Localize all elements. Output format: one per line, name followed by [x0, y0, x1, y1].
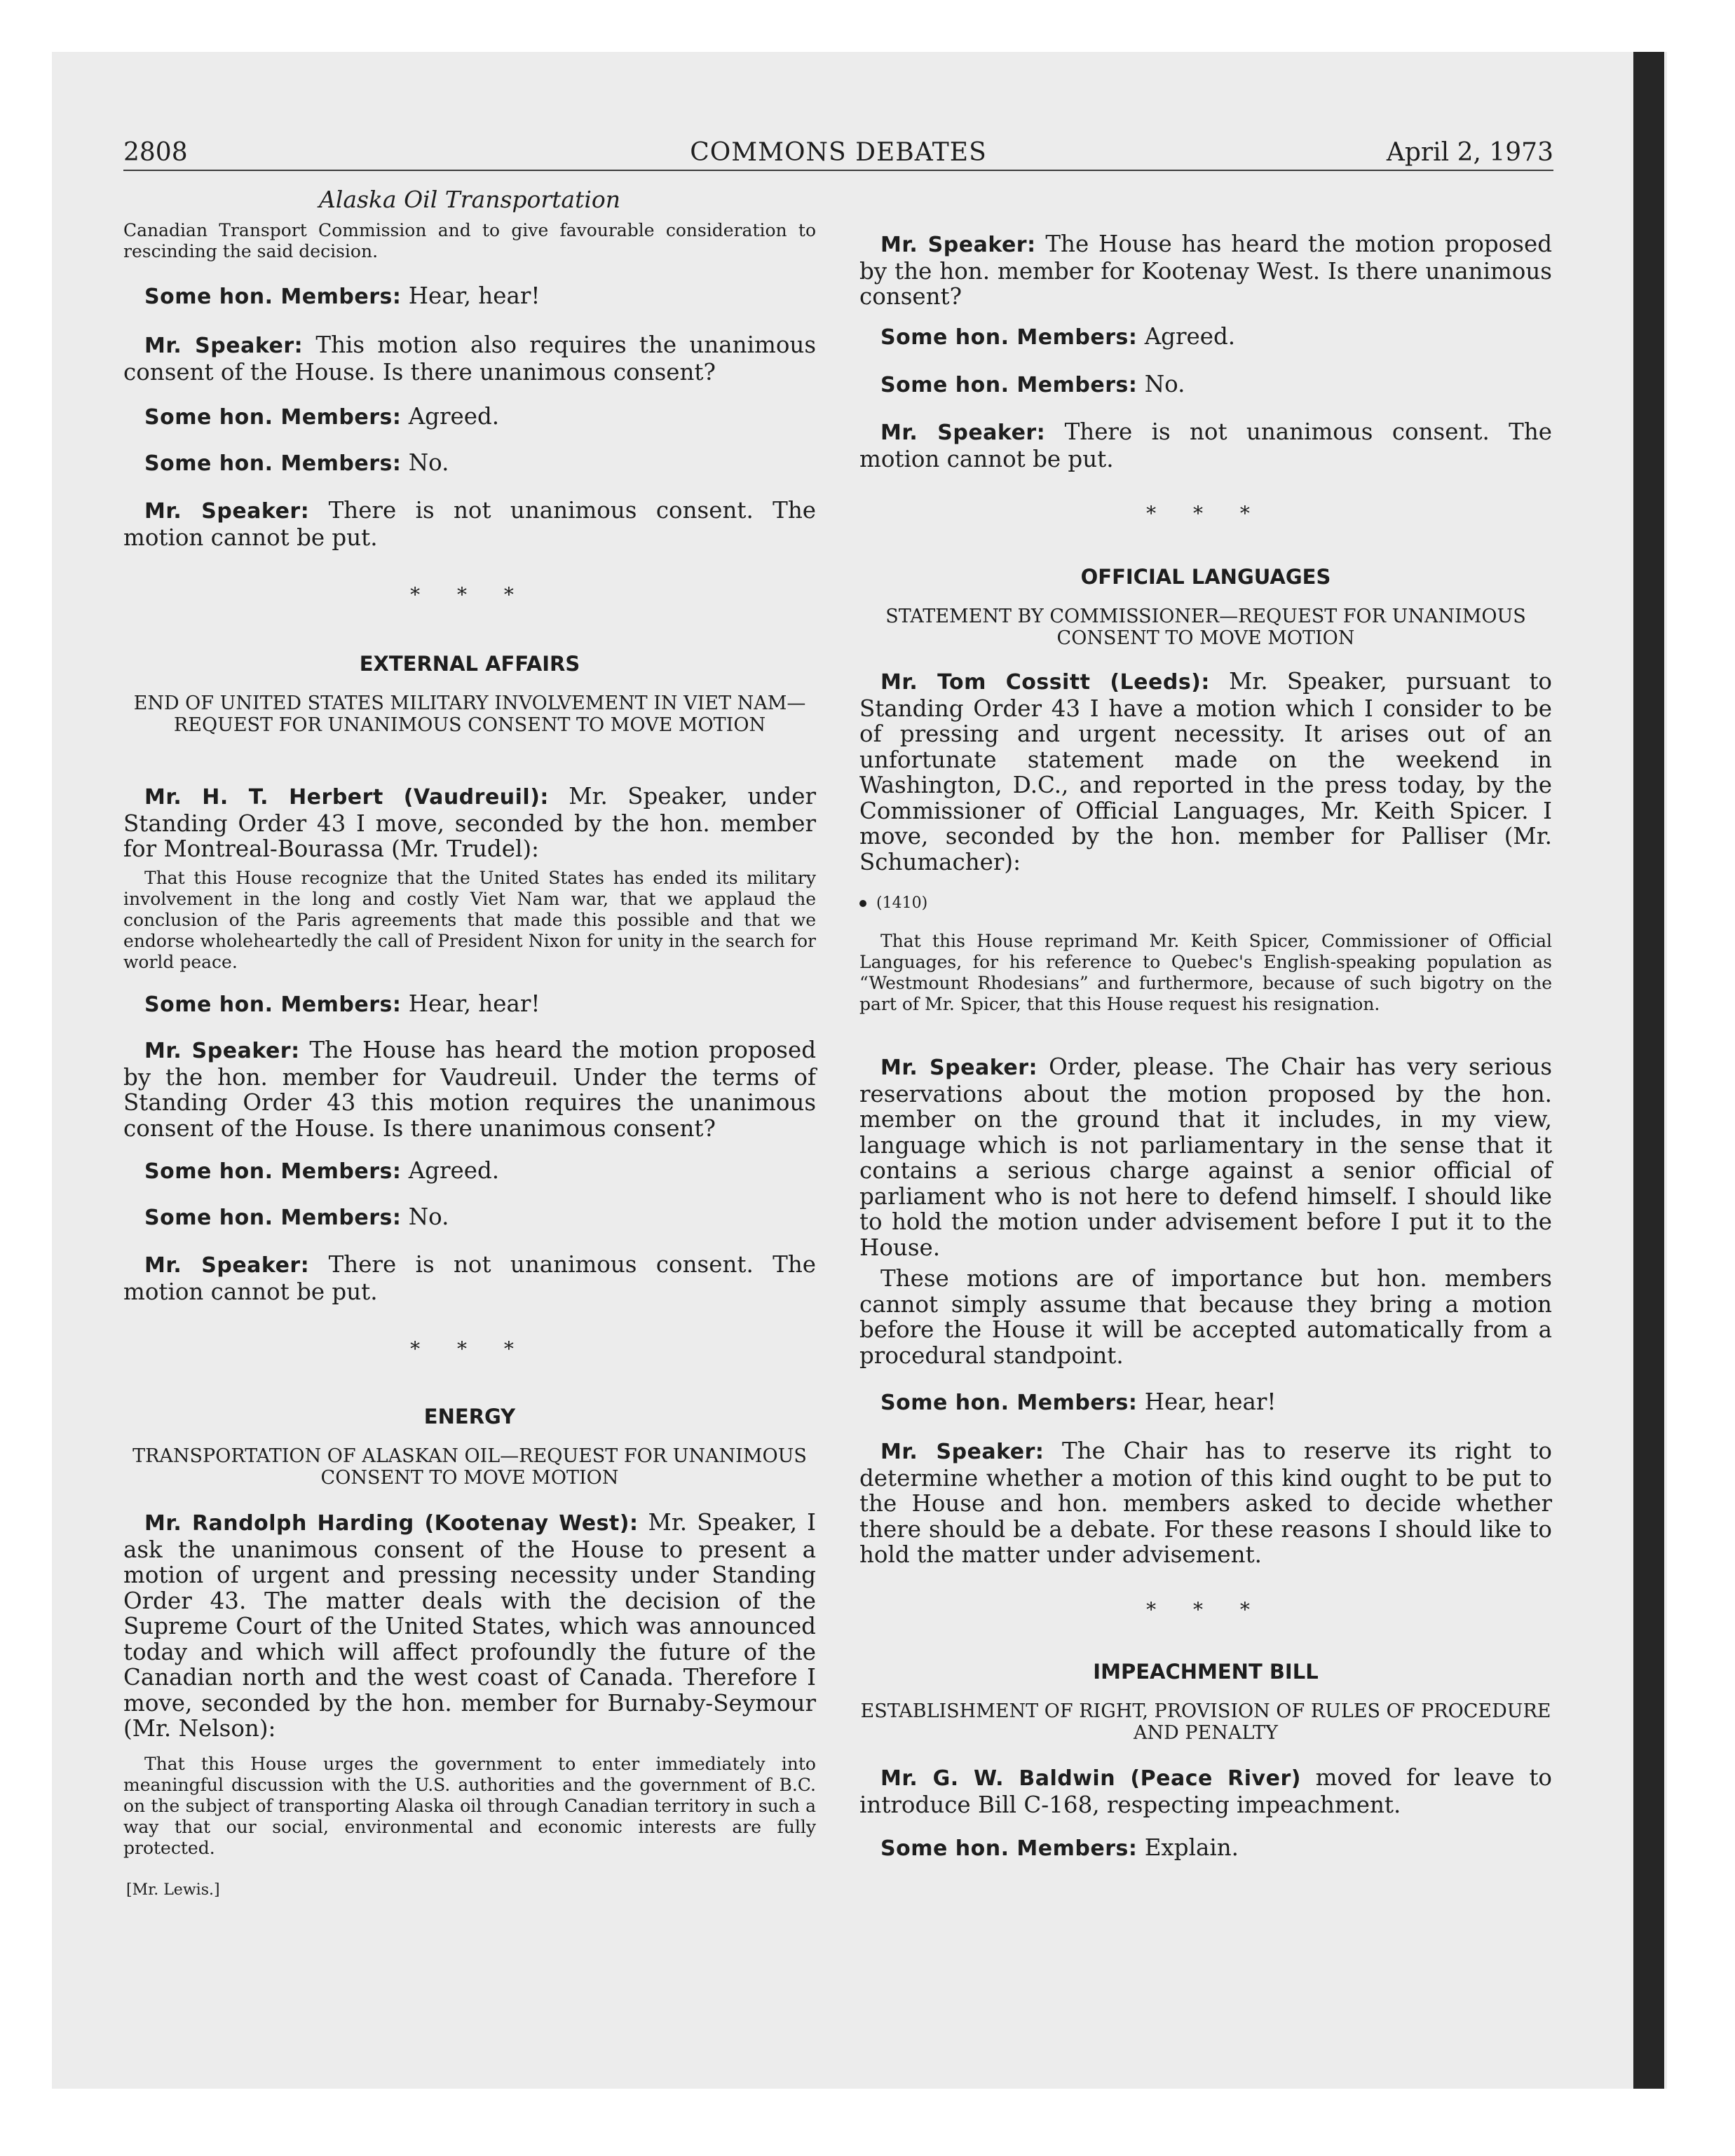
paragraph: Some hon. Members: No. [144, 1203, 449, 1230]
speaker-name: Some hon. Members: [144, 1159, 402, 1184]
speaker-name: Some hon. Members: [880, 373, 1138, 397]
speaker-name: Mr. Speaker: [144, 1039, 300, 1063]
paragraph: Mr. Speaker: There is not unanimous consent. The motion cannot be put. [859, 418, 1552, 472]
speaker-name: Some hon. Members: [880, 325, 1138, 350]
paragraph: Some hon. Members: No. [144, 449, 449, 476]
motion-text: That this House recognize that the United States has ended its military involvement in the long and costly Viet Nam war, that we applaud the conclusion of the Paris agreements that made this possible and that we endorse wholeheartedly the call of President Nixon for unity in the search for world peace. [123, 868, 816, 972]
section-heading: IMPEACHMENT BILL [1093, 1660, 1319, 1684]
paragraph: Mr. Randolph Harding (Kootenay West): Mr. Speaker, I ask the unanimous consent of the House to present a motion of urgent and pressing necessity under Standing Order 43. The matter deals with the decision of the Supreme Court of the United States, which was announced today and which will affect profoundly the future of the Canadian north and the west coast of Canada. Therefore I move, seconded by the hon. member for Burnaby-Seymour (Mr. Nelson): [123, 1509, 817, 1742]
page-number: 2808 [123, 138, 188, 167]
speaker-name: Some hon. Members: [144, 451, 402, 476]
paragraph: Some hon. Members: Agreed. [880, 323, 1236, 350]
section-subheading: STATEMENT BY COMMISSIONER—REQUEST FOR UNANIMOUS CONSENT TO MOVE MOTION [885, 606, 1526, 649]
section-subheading: TRANSPORTATION OF ALASKAN OIL—REQUEST FOR UNANIMOUS CONSENT TO MOVE MOTION [132, 1445, 807, 1489]
timestamp: (1410) [859, 894, 1552, 912]
header-date: April 2, 1973 [1386, 138, 1553, 167]
header-title: COMMONS DEBATES [690, 138, 987, 167]
speaker-name: Mr. Tom Cossitt (Leeds): [880, 670, 1210, 695]
section-separator: * * * [410, 1337, 529, 1360]
paragraph: Mr. G. W. Baldwin (Peace River) moved for leave to introduce Bill C-168, respecting impeachment. [859, 1764, 1552, 1818]
speaker-name: Some hon. Members: [144, 1206, 402, 1230]
speaker-name: Mr. G. W. Baldwin (Peace River) [880, 1766, 1301, 1791]
paragraph: Mr. Speaker: This motion also requires the unanimous consent of the House. Is there unanimous consent? [123, 332, 816, 386]
speaker-name: Some hon. Members: [144, 285, 402, 309]
speaker-name: Some hon. Members: [880, 1836, 1138, 1861]
speaker-name: Mr. Speaker: [144, 334, 304, 358]
paragraph: Some hon. Members: Hear, hear! [144, 282, 540, 309]
paragraph: Some hon. Members: Agreed. [144, 403, 500, 430]
paragraph: Mr. Speaker: The House has heard the motion proposed by the hon. member for Vaudreuil. Under the terms of Standing Order 43 this motion requires the unanimous consent of the House. Is there unanimous consent? [123, 1037, 816, 1142]
running-head: Alaska Oil Transportation [318, 186, 621, 213]
speaker-name: Some hon. Members: [144, 405, 402, 430]
speaker-name: Mr. H. T. Herbert (Vaudreuil): [144, 785, 549, 810]
paragraph: Mr. Tom Cossitt (Leeds): Mr. Speaker, pursuant to Standing Order 43 I have a motion which I consider to be of pressing and urgent necessity. It arises out of an unfortunate statement made on the weekend in Washington, D.C., and reported in the press today, by the Commissioner of Official Languages, Mr. Keith Spicer. I move, seconded by the hon. member for Palliser (Mr. Schumacher): [859, 668, 1552, 875]
paragraph: Mr. Speaker: There is not unanimous consent. The motion cannot be put. [123, 1251, 816, 1305]
paragraph: Some hon. Members: Hear, hear! [880, 1389, 1277, 1415]
paragraph: Some hon. Members: Agreed. [144, 1157, 500, 1184]
section-subheading: ESTABLISHMENT OF RIGHT, PROVISION OF RULES OF PROCEDURE AND PENALTY [860, 1700, 1551, 1744]
motion-text: That this House reprimand Mr. Keith Spicer, Commissioner of Official Languages, for his reference to Quebec's English-speaking population as “Westmount Rhodesians” and furthermore, because of such bigotry on the part of Mr. Spicer, that this House request his resignation. [859, 931, 1552, 1014]
paragraph: Mr. Speaker: There is not unanimous consent. The motion cannot be put. [123, 497, 816, 551]
paragraph: Mr. Speaker: Order, please. The Chair has very serious reservations about the motion proposed by the hon. member on the ground that it includes, in my view, language which is not parliamentary in the sense that it contains a serious charge against a senior official of parliament who is not here to defend himself. I should like to hold the motion under advisement before I put it to the House. [859, 1053, 1552, 1261]
section-separator: * * * [1146, 1598, 1265, 1621]
motion-text: That this House urges the government to enter immediately into meaningful discussion with the U.S. authorities and the government of B.C. on the subject of transporting Alaska oil through Canadian territory in such a way that our social, environmental and economic interests are fully protected. [123, 1754, 816, 1858]
paragraph: Canadian Transport Commission and to give favourable consideration to rescinding the said decision. [123, 220, 816, 261]
speaker-name: Mr. Randolph Harding (Kootenay West): [144, 1511, 639, 1536]
speaker-name: Mr. Speaker: [144, 499, 310, 524]
speaker-name: Some hon. Members: [144, 992, 402, 1017]
paragraph: Mr. Speaker: The Chair has to reserve its right to determine whether a motion of this kind ought to be put to the House and hon. members asked to decide whether there should be a debate. For these reasons I should like to hold the matter under advisement. [859, 1438, 1552, 1568]
scan-edge-shadow [1633, 52, 1664, 2089]
bullet-icon [859, 900, 866, 907]
paragraph: These motions are of importance but hon. members cannot simply assume that because they bring a motion before the House it will be accepted automatically from a procedural standpoint. [859, 1265, 1552, 1369]
section-heading: EXTERNAL AFFAIRS [359, 652, 580, 676]
speaker-name: Mr. Speaker: [880, 1056, 1037, 1080]
page-header [123, 133, 1553, 171]
section-heading: ENERGY [423, 1405, 516, 1428]
section-separator: * * * [410, 583, 529, 606]
footnote: [Mr. Lewis.] [126, 1881, 220, 1899]
speaker-name: Mr. Speaker: [880, 421, 1046, 445]
paragraph: Some hon. Members: Hear, hear! [144, 990, 540, 1017]
paragraph: Mr. H. T. Herbert (Vaudreuil): Mr. Speaker, under Standing Order 43 I move, seconded by the hon. member for Montreal-Bourassa (Mr. Trudel): [123, 783, 816, 862]
speaker-name: Some hon. Members: [880, 1391, 1138, 1415]
speaker-name: Mr. Speaker: [144, 1253, 310, 1278]
section-heading: OFFICIAL LANGUAGES [1080, 565, 1331, 589]
section-separator: * * * [1146, 502, 1265, 525]
section-subheading: END OF UNITED STATES MILITARY INVOLVEMENT IN VIET NAM—REQUEST FOR UNANIMOUS CONSENT TO MOVE MOTION [133, 692, 806, 736]
paragraph: Some hon. Members: No. [880, 371, 1185, 397]
paragraph: Some hon. Members: Explain. [880, 1834, 1239, 1861]
speaker-name: Mr. Speaker: [880, 233, 1036, 257]
speaker-name: Mr. Speaker: [880, 1440, 1045, 1464]
paragraph: Mr. Speaker: The House has heard the motion proposed by the hon. member for Kootenay West. Is there unanimous consent? [859, 231, 1552, 310]
